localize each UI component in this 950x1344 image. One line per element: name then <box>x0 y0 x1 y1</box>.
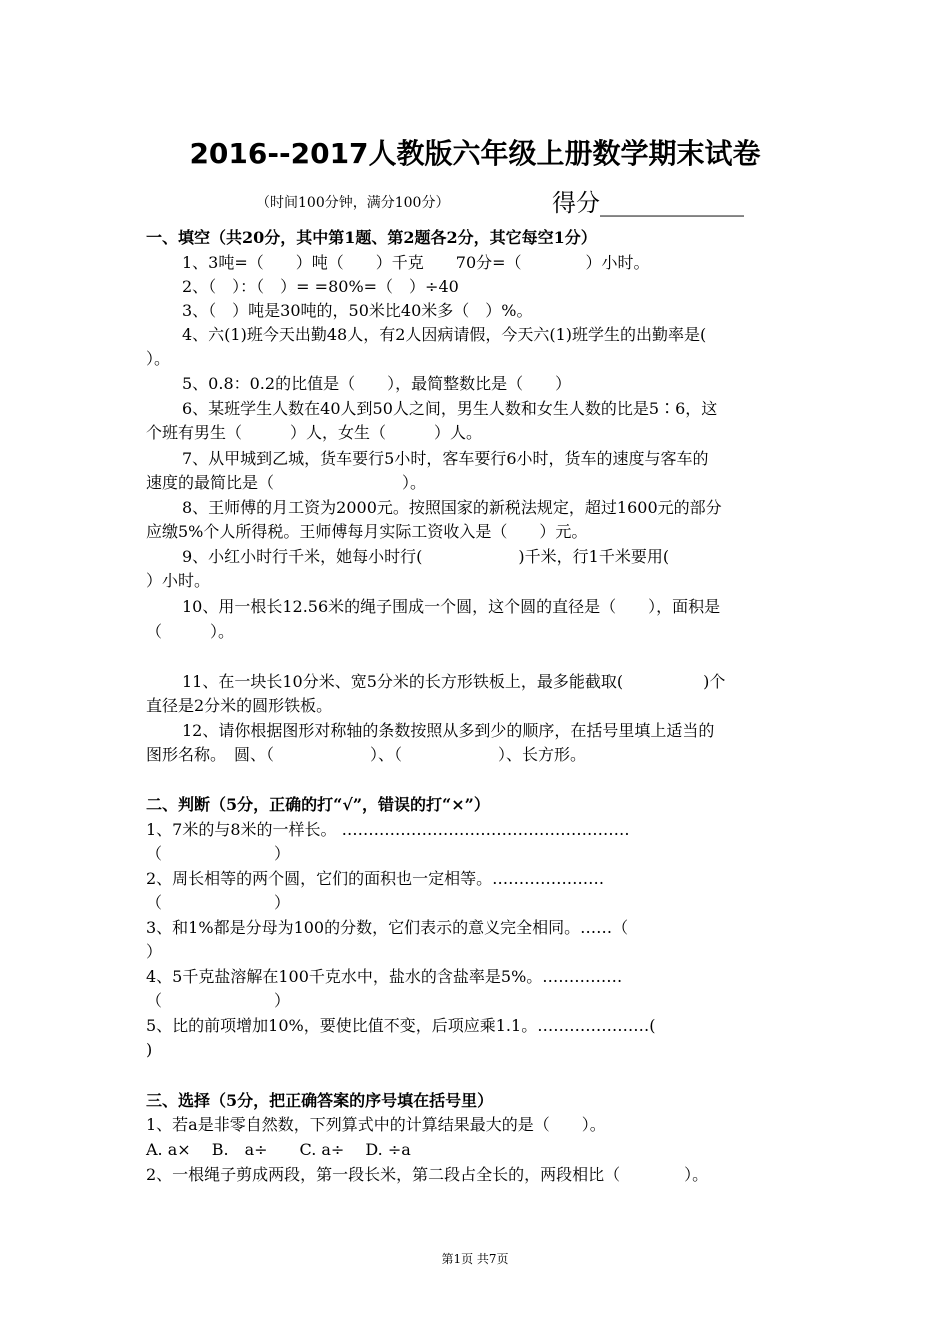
s1-q1: 1、3吨=（ ）吨（ ）千克 70分=（ ）小时。 <box>182 253 650 272</box>
s2-q1: 1、7米的与8米的一样长。 ……………………………………………… <box>146 820 630 839</box>
s2-q4-answer: （ ） <box>146 991 291 1010</box>
s1-q12-cont: 图形名称。 圆、（ ）、（ ）、长方形。 <box>146 745 587 764</box>
section-3-heading: 三、选择（5分，把正确答案的序号填在括号里） <box>146 1091 494 1110</box>
s1-q8-cont: 应缴5%个人所得税。王师傅每月实际工资收入是（ ）元。 <box>146 522 588 541</box>
s1-q10-cont: （ ）。 <box>146 622 235 641</box>
s2-q3-answer: ） <box>146 942 163 961</box>
s2-q5: 5、比的前项增加10%，要使比值不变，后项应乘1.1。…………………( <box>146 1016 656 1035</box>
score-field: 得分____________ <box>552 189 744 217</box>
s1-q6: 6、某班学生人数在40人到50人之间，男生人数和女生人数的比是5∶6，这 <box>182 399 718 418</box>
s3-q1: 1、若a是非零自然数，下列算式中的计算结果最大的是（ ）。 <box>146 1115 606 1134</box>
s1-q7: 7、从甲城到乙城，货车要行5小时，客车要行6小时，货车的速度与客车的 <box>182 449 709 468</box>
s2-q1-answer: （ ） <box>146 844 291 863</box>
s1-q4-cont: ）。 <box>146 349 171 368</box>
s1-q7-cont: 速度的最简比是（ ）。 <box>146 473 427 492</box>
s3-q2: 2、一根绳子剪成两段，第一段长米，第二段占全长的，两段相比（ ）。 <box>146 1165 709 1184</box>
s1-q11-cont: 直径是2分米的圆形铁板。 <box>146 696 333 715</box>
exam-duration-note: （时间100分钟，满分100分） <box>256 195 450 211</box>
s3-q1-options: A. a× B. a÷ C. a÷ D. ÷a <box>146 1140 411 1159</box>
section-1-heading: 一、填空（共20分，其中第1题、第2题各2分，其它每空1分） <box>146 228 597 247</box>
s1-q5: 5、0.8：0.2的比值是（ ），最简整数比是（ ） <box>182 374 572 393</box>
s1-q6-cont: 个班有男生（ ）人，女生（ ）人。 <box>146 423 483 442</box>
s1-q10: 10、用一根长12.56米的绳子围成一个圆，这个圆的直径是（ ），面积是 <box>182 597 721 616</box>
s1-q9-cont: ）小时。 <box>146 571 211 590</box>
s2-q2-answer: （ ） <box>146 893 291 912</box>
s1-q9: 9、小红小时行千米，她每小时行( )千米，行1千米要用( <box>182 547 670 566</box>
section-2-heading: 二、判断（5分，正确的打“√”，错误的打“×”） <box>146 795 490 814</box>
page-title: 2016--2017人教版六年级上册数学期末试卷 <box>189 137 761 170</box>
s1-q3: 3、（ ）吨是30吨的，50米比40米多（ ）%。 <box>182 301 533 320</box>
s1-q4: 4、六(1)班今天出勤48人，有2人因病请假，今天六(1)班学生的出勤率是( <box>182 325 707 344</box>
s1-q8: 8、王师傅的月工资为2000元。按照国家的新税法规定，超过1600元的部分 <box>182 498 722 517</box>
page-footer: 第1页 共7页 <box>441 1252 509 1266</box>
s1-q11: 11、在一块长10分米、宽5分米的长方形铁板上，最多能截取( )个 <box>182 672 726 691</box>
s2-q5-answer: ) <box>146 1040 153 1059</box>
s1-q12: 12、请你根据图形对称轴的条数按照从多到少的顺序，在括号里填上适当的 <box>182 721 715 740</box>
s2-q2: 2、周长相等的两个圆，它们的面积也一定相等。………………… <box>146 869 605 888</box>
s1-q2: 2、（ ）：（ ）= =80%=（ ）÷40 <box>182 277 459 296</box>
s2-q4: 4、5千克盐溶解在100千克水中，盐水的含盐率是5%。…………… <box>146 967 623 986</box>
s2-q3: 3、和1%都是分母为100的分数，它们表示的意义完全相同。……（ <box>146 918 629 937</box>
